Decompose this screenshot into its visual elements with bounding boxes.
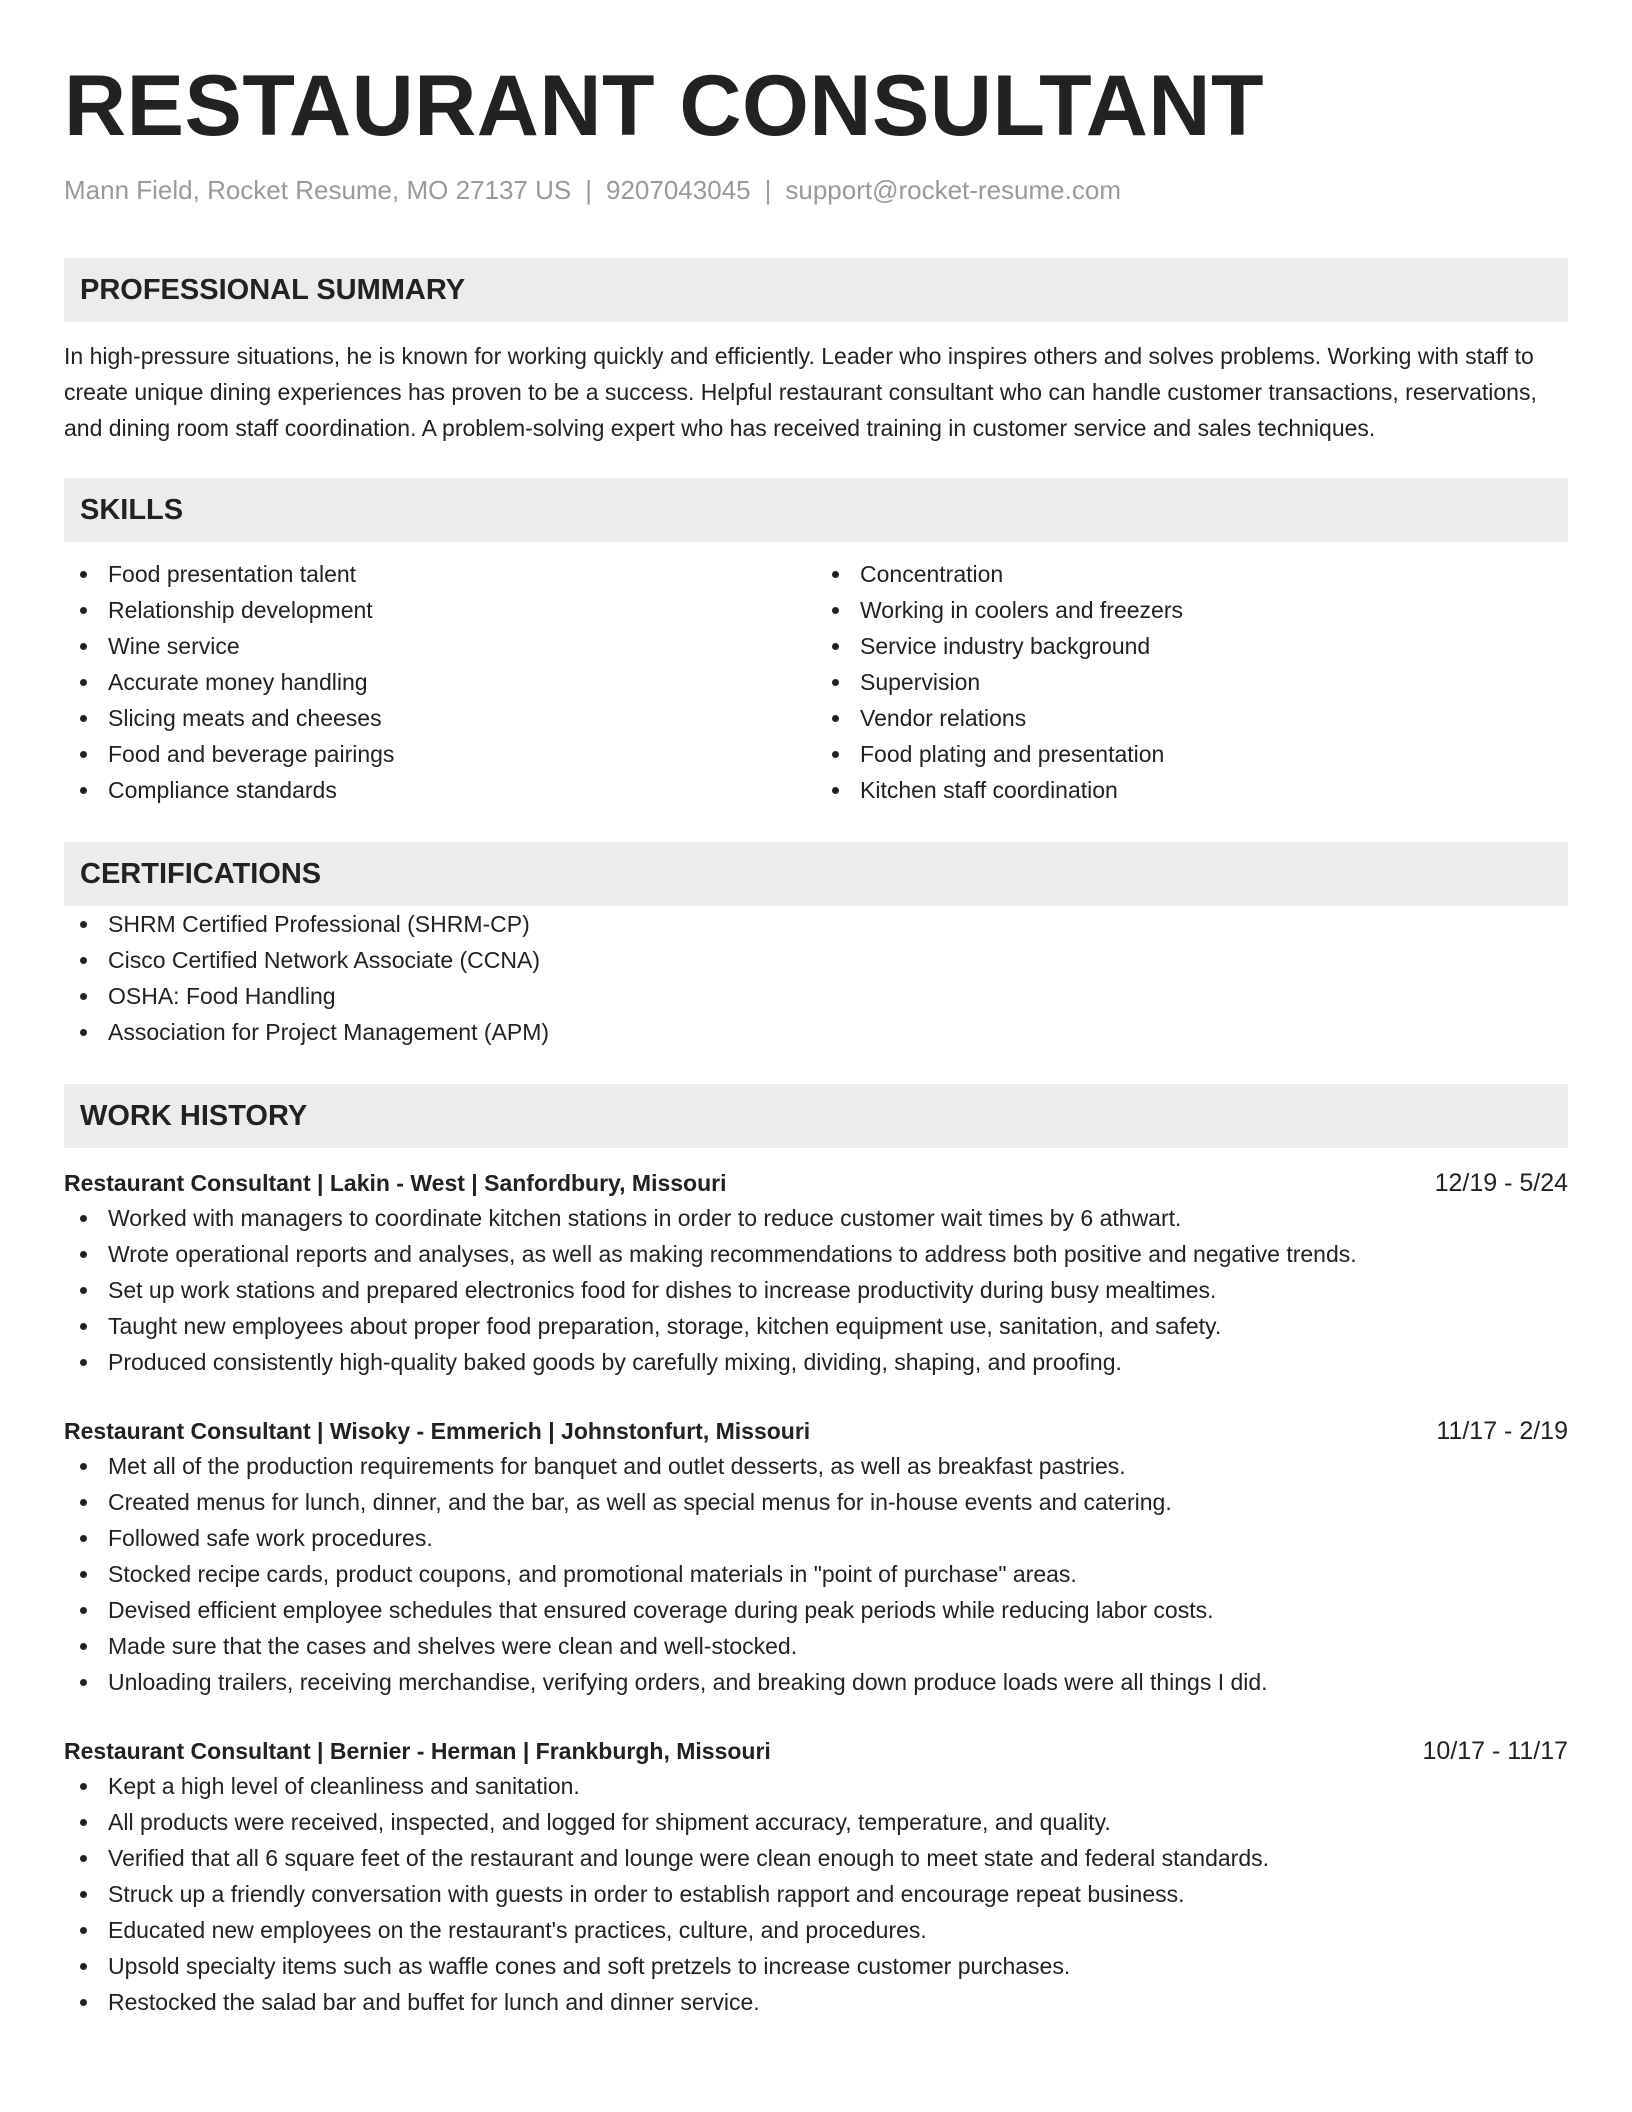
job-duties-list: [64, 1448, 1568, 1700]
job-title-row: [64, 1734, 1568, 1768]
skill-item: Service industry background: [816, 628, 1568, 664]
job-dates: 11/17 - 2/19: [1436, 1417, 1568, 1445]
skills-list-left: [64, 556, 816, 808]
skill-item: Kitchen staff coordination: [816, 772, 1568, 808]
contact-separator: |: [764, 175, 772, 205]
job-title: Restaurant Consultant | Bernier - Herman | Frankburgh, Missouri: [64, 1738, 771, 1764]
certification-item: Cisco Certified Network Associate (CCNA): [64, 942, 1568, 978]
skill-item: Concentration: [816, 556, 1568, 592]
job-duty-item: Unloading trailers, receiving merchandise, verifying orders, and breaking down produce loads were all things I did.: [64, 1664, 1568, 1700]
section-heading-work-history: WORK HISTORY: [64, 1084, 1568, 1148]
job-duty-item: All products were received, inspected, and logged for shipment accuracy, temperature, and quality.: [64, 1804, 1568, 1840]
certifications-list: [64, 906, 1568, 1050]
section-heading-certifications: CERTIFICATIONS: [64, 842, 1568, 906]
job-duty-item: Met all of the production requirements for banquet and outlet desserts, as well as breakfast pastries.: [64, 1448, 1568, 1484]
skill-item: Slicing meats and cheeses: [64, 700, 816, 736]
certification-item: Association for Project Management (APM): [64, 1014, 1568, 1050]
skills-column-right: [816, 556, 1568, 808]
job-duty-item: Worked with managers to coordinate kitchen stations in order to reduce customer wait times by 6 athwart.: [64, 1200, 1568, 1236]
skill-item: Food and beverage pairings: [64, 736, 816, 772]
job-duty-item: Restocked the salad bar and buffet for lunch and dinner service.: [64, 1984, 1568, 2020]
job-duty-item: Followed safe work procedures.: [64, 1520, 1568, 1556]
job-duty-item: Educated new employees on the restaurant's practices, culture, and procedures.: [64, 1912, 1568, 1948]
section-heading-skills: SKILLS: [64, 478, 1568, 542]
contact-address: Mann Field, Rocket Resume, MO 27137 US: [64, 175, 572, 205]
job-dates: 12/19 - 5/24: [1434, 1169, 1568, 1197]
job-entry: [64, 1414, 1568, 1700]
skill-item: Accurate money handling: [64, 664, 816, 700]
job-duty-item: Produced consistently high-quality baked goods by carefully mixing, dividing, shaping, and proofing.: [64, 1344, 1568, 1380]
skills-column-left: [64, 556, 816, 808]
job-duty-item: Devised efficient employee schedules that ensured coverage during peak periods while reducing labor costs.: [64, 1592, 1568, 1628]
job-duty-item: Verified that all 6 square feet of the restaurant and lounge were clean enough to meet state and federal standards.: [64, 1840, 1568, 1876]
skill-item: Relationship development: [64, 592, 816, 628]
section-heading-summary: PROFESSIONAL SUMMARY: [64, 258, 1568, 322]
skill-item: Food presentation talent: [64, 556, 816, 592]
contact-phone: 9207043045: [605, 175, 751, 205]
job-duty-item: Kept a high level of cleanliness and sanitation.: [64, 1768, 1568, 1804]
job-dates: 10/17 - 11/17: [1422, 1737, 1568, 1765]
skill-item: Food plating and presentation: [816, 736, 1568, 772]
job-duty-item: Made sure that the cases and shelves were clean and well-stocked.: [64, 1628, 1568, 1664]
job-duties-list: [64, 1200, 1568, 1380]
resume-title: RESTAURANT CONSULTANT: [64, 58, 1265, 154]
job-duty-item: Upsold specialty items such as waffle cones and soft pretzels to increase customer purchases.: [64, 1948, 1568, 1984]
certification-item: SHRM Certified Professional (SHRM-CP): [64, 906, 1568, 942]
job-duty-item: Stocked recipe cards, product coupons, and promotional materials in "point of purchase" areas.: [64, 1556, 1568, 1592]
job-duty-item: Created menus for lunch, dinner, and the bar, as well as special menus for in-house events and catering.: [64, 1484, 1568, 1520]
skills-grid: [64, 556, 1568, 808]
job-entry: [64, 1734, 1568, 2020]
contact-separator: |: [585, 175, 592, 205]
contact-email: support@rocket-resume.com: [785, 175, 1121, 205]
contact-line: [64, 172, 1568, 208]
skills-list-right: [816, 556, 1568, 808]
job-title: Restaurant Consultant | Lakin - West | Sanfordbury, Missouri: [64, 1170, 727, 1196]
job-title: Restaurant Consultant | Wisoky - Emmerich | Johnstonfurt, Missouri: [64, 1418, 811, 1444]
job-title-row: [64, 1414, 1568, 1448]
skill-item: Working in coolers and freezers: [816, 592, 1568, 628]
job-duty-item: Set up work stations and prepared electronics food for dishes to increase productivity during busy mealtimes.: [64, 1272, 1568, 1308]
certification-item: OSHA: Food Handling: [64, 978, 1568, 1014]
job-duty-item: Wrote operational reports and analyses, as well as making recommendations to address both positive and negative trends.: [64, 1236, 1568, 1272]
job-duty-item: Struck up a friendly conversation with guests in order to establish rapport and encourage repeat business.: [64, 1876, 1568, 1912]
summary-text: In high-pressure situations, he is known for working quickly and efficiently. Leader who inspires others and solves problems. Working with staff to create unique dining experiences has proven to be a success. Helpful restaurant consultant who can handle customer transactions, reservations, and dining room staff coordination. A problem-solving expert who has received training in customer service and sales techniques.: [64, 343, 1537, 441]
skill-item: Compliance standards: [64, 772, 816, 808]
skill-item: Supervision: [816, 664, 1568, 700]
job-duty-item: Taught new employees about proper food preparation, storage, kitchen equipment use, sanitation, and safety.: [64, 1308, 1568, 1344]
job-entry: [64, 1166, 1568, 1380]
skill-item: Wine service: [64, 628, 816, 664]
work-history-list: [64, 1166, 1568, 2020]
skill-item: Vendor relations: [816, 700, 1568, 736]
job-title-row: [64, 1166, 1568, 1200]
job-duties-list: [64, 1768, 1568, 2020]
